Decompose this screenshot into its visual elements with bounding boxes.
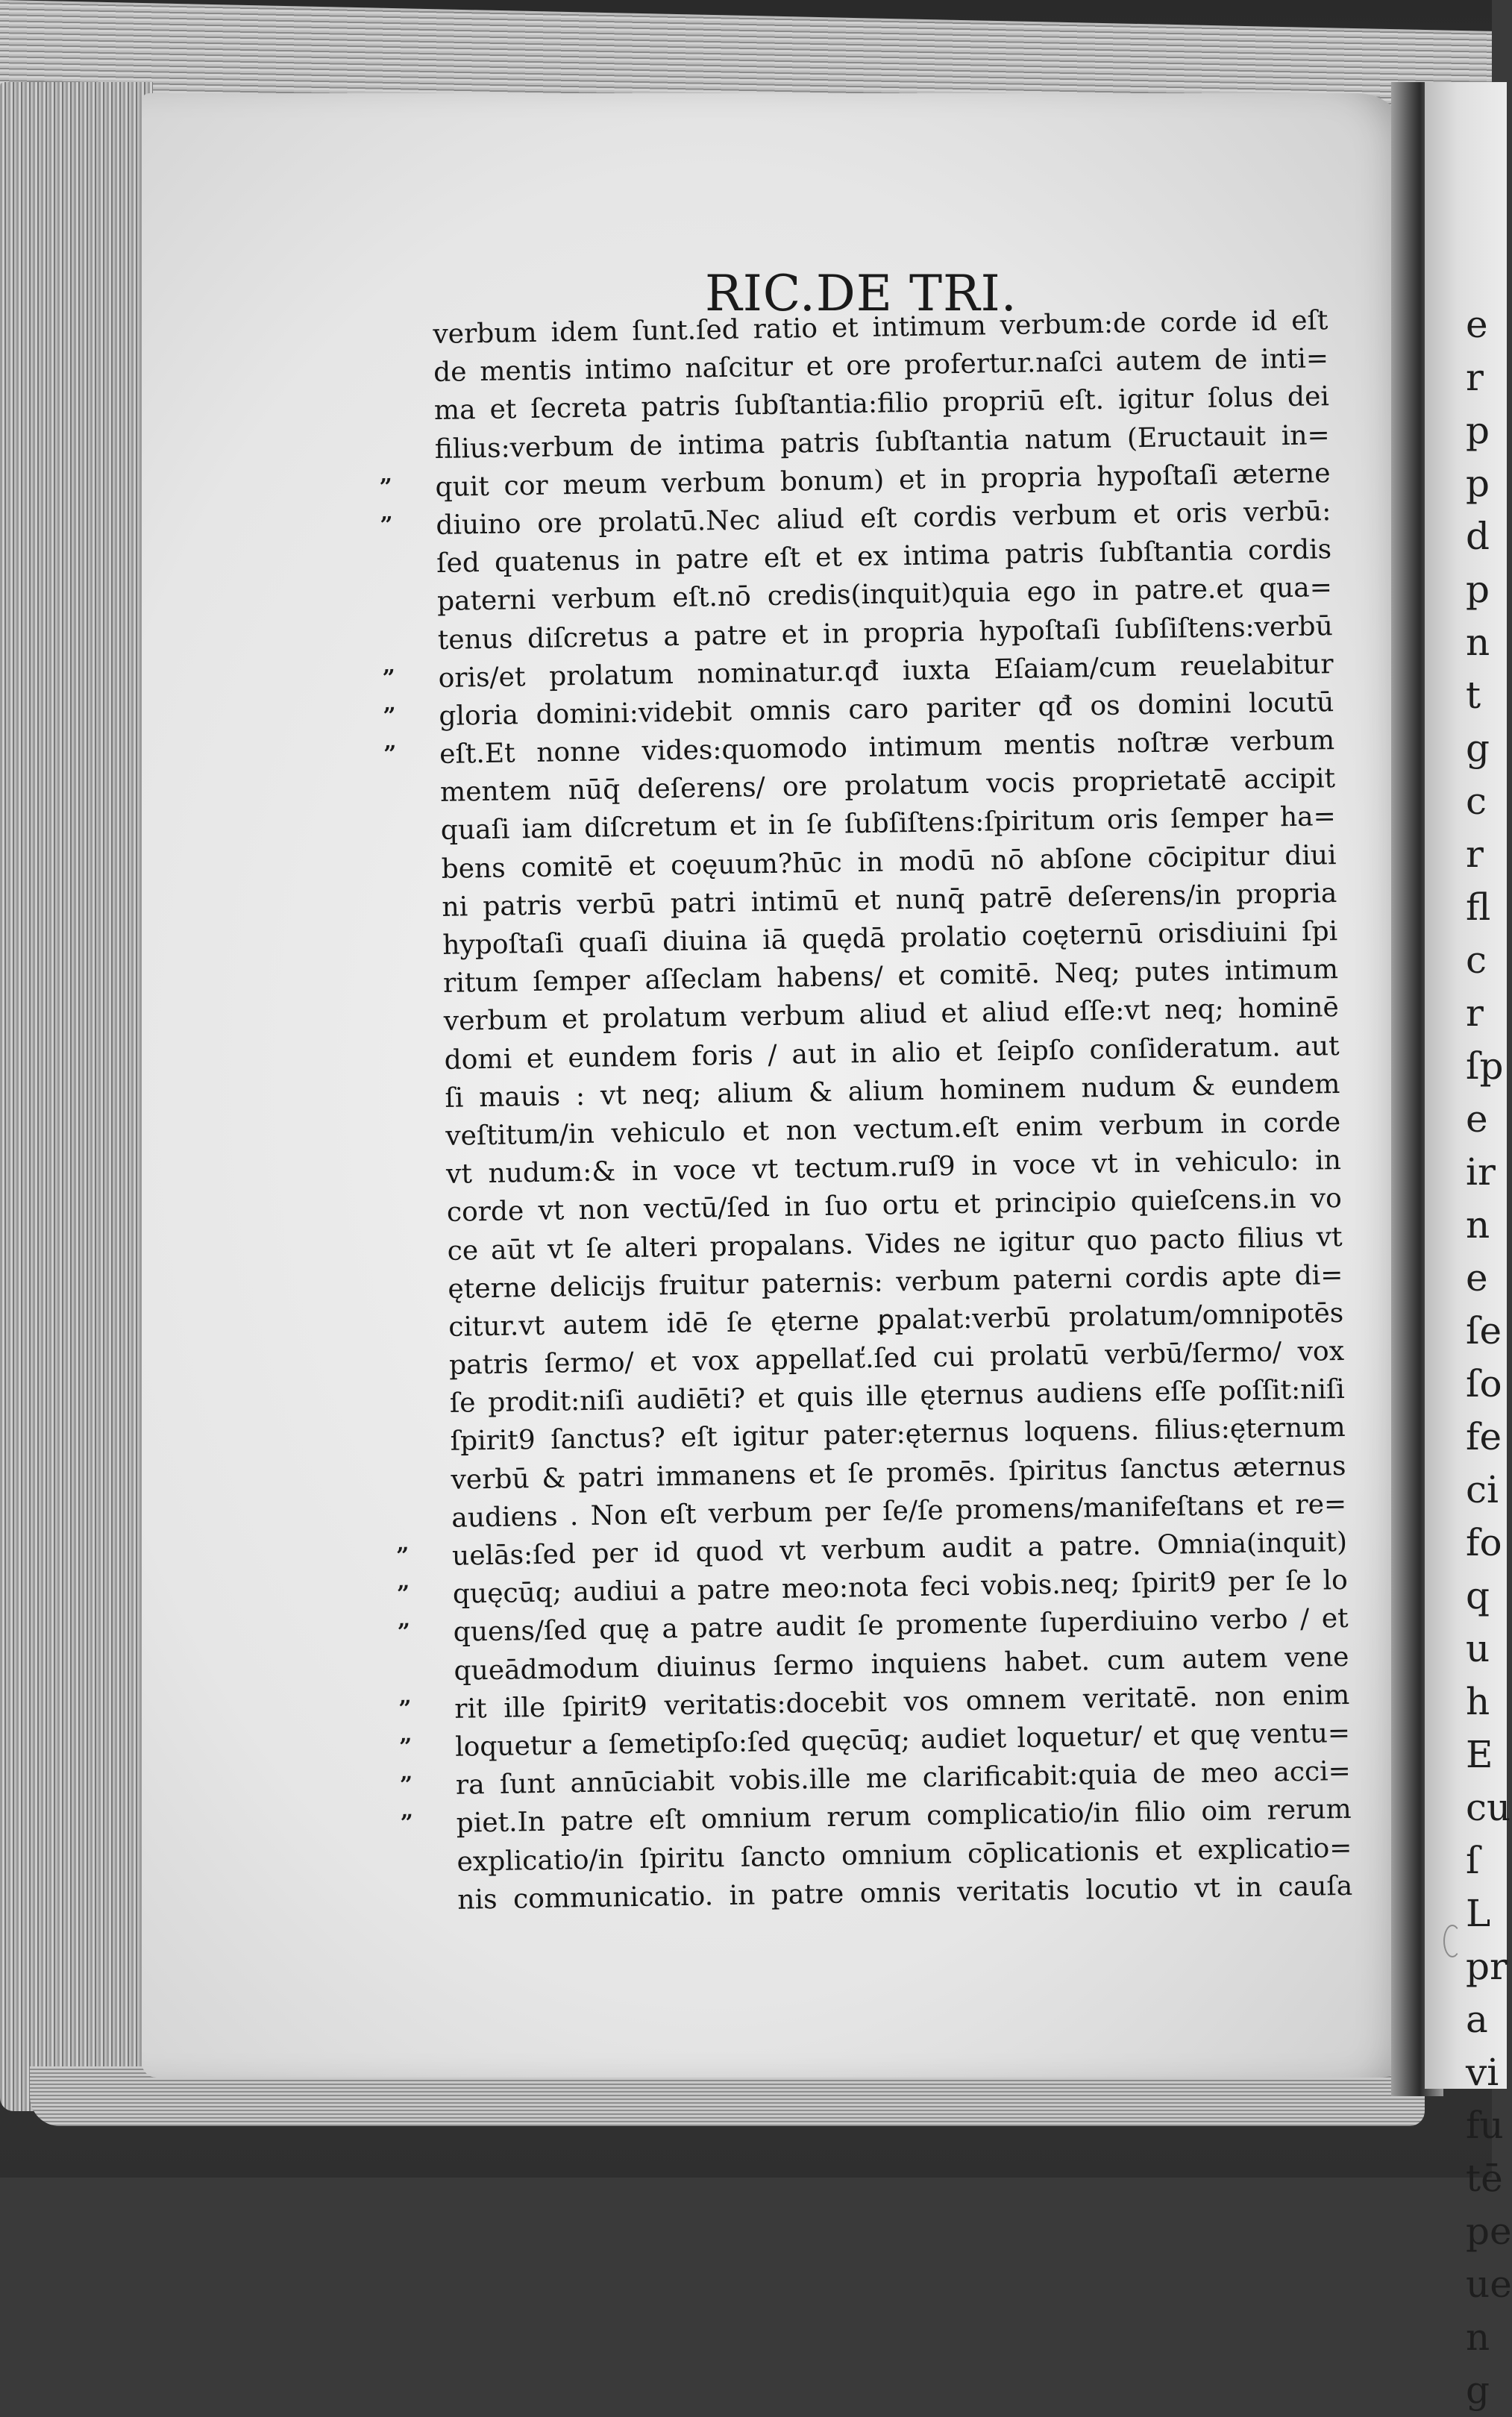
text-line: gloria domini:videbit omnis caro pariter qđ os domini locutū	[439, 686, 1334, 732]
quotation-marker: ”	[380, 512, 393, 539]
facing-page-letter: fl	[1466, 885, 1491, 929]
marker-spacer	[378, 391, 424, 430]
text-line: uelās:ſed per id quod vt verbum audit a patre. Omnia(inquit)	[451, 1526, 1348, 1572]
text-line: ſpirit9 ſanctus? eſt igitur pater:ęternus loquens. filius:ęternum	[450, 1412, 1346, 1458]
marker-spacer	[395, 1499, 441, 1537]
text-line: nis communicatio. in patre omnis veritatis locutio vt in cauſa	[457, 1870, 1353, 1916]
quotation-marker: ”	[383, 741, 397, 768]
marker-spacer	[395, 1460, 440, 1499]
facing-page-letter: d	[1466, 515, 1490, 558]
text-line: tenus diſcretus a patre et in propria hypoſtaſi ſubſiſtens:verbū	[437, 610, 1334, 656]
facing-page-letter: pe	[1466, 2210, 1512, 2253]
marker-spacer	[381, 621, 427, 659]
facing-page-letter: fe	[1466, 1415, 1502, 1458]
text-line: verbum et prolatum verbum aliud et aliud eſſe:vt neq; hominē	[443, 992, 1340, 1038]
facing-page-letter: ci	[1466, 1468, 1499, 1511]
text-line: de mentis intimo naſcitur et ore profertur.naſci autem de inti=	[433, 343, 1329, 389]
facing-page-letter: r	[1466, 833, 1484, 876]
facing-page-letter: g	[1466, 727, 1490, 770]
text-line: quit cor meum verbum bonum) et in propria hypoſtaſi æterne	[435, 457, 1331, 503]
quotation-marker: ”	[395, 1543, 410, 1570]
stacked-page-edges	[0, 82, 153, 2111]
quotation-marker: ”	[398, 1696, 412, 1722]
text-line: ritum ſemper aſſeclam habens/ et comitē. Neq; putes intimum	[442, 954, 1339, 1000]
text-line: piet.In patre eſt omnium rerum complicatio/in filio oim rerum	[456, 1794, 1352, 1840]
running-head: RIC.DE TRI.	[705, 265, 1017, 322]
facing-page-letter: c	[1466, 780, 1487, 823]
quotation-marker: ”	[398, 1734, 412, 1761]
quotation-marker: ”	[382, 665, 396, 692]
text-line: ce aūt vt ſe alteri propalans. Vides ne igitur quo pacto filius vt	[447, 1221, 1343, 1267]
text-line: verbum idem ſunt.ſed ratio et intimum verbum:de corde id eſt	[433, 305, 1329, 350]
text-line: mentem nūq̄ deſerens/ ore prolatum vocis proprietatē accipit	[439, 763, 1336, 809]
facing-page-letter: n	[1466, 2316, 1490, 2359]
facing-page-letter: vi	[1466, 2051, 1499, 2094]
facing-page-letter: n	[1466, 1203, 1490, 1247]
text-line: corde vt non vectū/ſed in ſuo ortu et principio quieſcens.in vo	[446, 1183, 1343, 1229]
text-line: citur.vt autem idē ſe ęterne ꝑpalat:verbū prolatum/omnipotēs	[448, 1297, 1344, 1343]
facing-page-letter: ue	[1466, 2263, 1512, 2306]
marker-spacer	[394, 1384, 439, 1423]
facing-page-letter: L	[1466, 1892, 1491, 1935]
text-line: explicatio/in ſpiritu ſancto omnium cōplicationis et explicatio=	[457, 1832, 1352, 1878]
facing-page-letter: p	[1466, 462, 1490, 505]
main-text-block	[433, 301, 1353, 1919]
facing-page-letter: r	[1466, 356, 1484, 399]
text-line: rit ille ſpirit9 veritatis:docebit vos omnem veritatē. non enim	[454, 1679, 1350, 1725]
facing-page-letter: p	[1466, 568, 1490, 611]
marker-spacer	[401, 1842, 446, 1881]
facing-page-letter: e	[1466, 1256, 1488, 1300]
marker-spacer	[381, 582, 427, 621]
marker-spacer	[393, 1346, 439, 1385]
marker-spacer	[386, 888, 431, 927]
text-line: loquetur a ſemetipſo:ſed quęcūq; audiet loquetur/ et quę ventu=	[454, 1717, 1351, 1763]
text-line: veſtitum/in vehiculo et non vectum.eſt enim verbum in corde	[445, 1106, 1341, 1152]
text-line: verbū & patri immanens et ſe promēs. ſpiritus ſanctus æternus	[451, 1450, 1346, 1496]
marker-spacer	[392, 1270, 437, 1308]
text-line: domi et eundem foris / aut in alio et ſeipſo conſideratum. aut	[444, 1030, 1340, 1076]
facing-page-letter: ſe	[1466, 1309, 1502, 1352]
marker-spacer	[384, 811, 430, 850]
text-line: eſt.Et nonne vides:quomodo intimum mentis noſtræ verbum	[439, 725, 1335, 770]
facing-page-letter: ſp	[1466, 1044, 1504, 1088]
quotation-marker: ”	[397, 1619, 411, 1646]
quotation-marker: ”	[396, 1581, 410, 1608]
text-line: bens comitē et coęuum?hūc in modū nō abſone cōcipitur diui	[441, 839, 1337, 885]
facing-page-letter: q	[1466, 1574, 1490, 1617]
marker-spacer	[390, 1193, 436, 1232]
text-line: quęcūq; audiui a patre meo:nota feci vobis.neq; ſpirit9 per ſe lo	[452, 1565, 1349, 1610]
text-line: ma et ſecreta patris ſubſtantia:filio propriū eſt. igitur ſolus dei	[433, 381, 1330, 427]
marker-spacer	[389, 1117, 435, 1156]
marker-spacer	[378, 430, 424, 468]
quotation-marker: ”	[379, 474, 393, 501]
marker-spacer	[384, 773, 430, 812]
marker-spacer	[377, 315, 422, 354]
quotation-marker: ”	[400, 1810, 414, 1837]
marker-spacer	[394, 1422, 439, 1461]
facing-page-letter: cu	[1466, 1786, 1511, 1829]
text-line: ſe prodit:niſi audiēti? et quis ille ęternus audiens eſſe poſſit:niſi	[449, 1374, 1346, 1420]
text-line: hypoſtaſi quaſi diuina iā quędā prolatio coęternū orisdiuini ſpi	[442, 916, 1338, 961]
quotation-marker: ”	[399, 1772, 413, 1799]
facing-page-letter: a	[1466, 1998, 1488, 2041]
facing-page-letter: p	[1466, 409, 1490, 452]
marker-spacer	[392, 1308, 438, 1347]
marker-spacer	[377, 353, 423, 392]
facing-page-letter: ir	[1466, 1150, 1496, 1194]
text-line: vt nudum:& in voce vt tectum.ruſ9 in voce vt in vehiculo: in	[445, 1145, 1342, 1190]
facing-page-letter: h	[1466, 1680, 1490, 1723]
text-line: paterni verbum eſt.nō credis(inquit)quia ego in patre.et qua=	[436, 572, 1333, 618]
marker-spacer	[401, 1880, 447, 1919]
marker-spacer	[386, 926, 432, 965]
text-line: quaſi iam diſcretum et in ſe ſubſiſtens:ſpiritum oris ſemper ha=	[440, 801, 1337, 847]
text-line: ſi mauis : vt neq; alium & alium hominem nudum & eundem	[445, 1068, 1340, 1114]
text-line: filius:verbum de intima patris ſubſtantia natum (Eructauit in=	[434, 419, 1330, 465]
facing-page-letter: ſo	[1466, 1362, 1502, 1405]
text-line: ſed quatenus in patre eſt et ex intima patris ſubſtantia cordis	[436, 534, 1332, 580]
marker-spacer	[387, 1002, 433, 1041]
text-line: ęterne delicijs fruitur paternis: verbum paterni cordis apte di=	[448, 1259, 1343, 1305]
facing-page-letter: e	[1466, 1097, 1488, 1141]
text-line: ni patris verbū patri intimū et nunq̄ patrē deſerens/in propria	[442, 877, 1337, 923]
facing-page-letter: t	[1466, 674, 1481, 717]
facing-page-letter: fu	[1466, 2104, 1504, 2147]
page-smudge	[1443, 1925, 1461, 1957]
facing-page-letter: ſ	[1466, 1839, 1480, 1882]
text-line: patris ſermo/ et vox appellať.ſed cui prolatū verbū/ſermo/ vox	[448, 1336, 1345, 1381]
marker-spacer	[387, 964, 433, 1003]
text-line: queādmodum diuinus ſermo inquiens habet. cum autem vene	[454, 1641, 1349, 1687]
text-line: diuino ore prolatū.Nec aliud eſt cordis verbum et oris verbū:	[436, 496, 1331, 541]
facing-page-letter: pr	[1466, 1945, 1508, 1988]
marker-spacer	[389, 1079, 434, 1117]
facing-page-letter: n	[1466, 621, 1490, 664]
facing-page-letter: r	[1466, 991, 1484, 1035]
marker-spacer	[390, 1155, 436, 1194]
facing-page-letter: E	[1466, 1733, 1493, 1776]
marker-spacer	[398, 1651, 443, 1690]
facing-page-letter: u	[1466, 1627, 1490, 1670]
quotation-marker: ”	[383, 703, 396, 730]
facing-page-letter: fo	[1466, 1521, 1502, 1564]
text-line: audiens . Non eſt verbum per ſe/ſe promens/manifeſtans et re=	[451, 1488, 1347, 1534]
marker-spacer	[380, 544, 426, 583]
marker-spacer	[388, 1041, 433, 1079]
facing-page-letter: c	[1466, 938, 1487, 982]
text-line: oris/et prolatum nominatur.qđ iuxta Eſaiam/cum reuelabitur	[438, 648, 1334, 694]
facing-page-fragments	[1466, 298, 1512, 2417]
facing-page-letter: tē	[1466, 2157, 1503, 2200]
facing-page-letter: e	[1466, 303, 1488, 346]
text-line: ra ſunt annūciabit vobis.ille me clarificabit:quia de meo acci=	[455, 1756, 1352, 1801]
text-line: quens/ſed quę a patre audit ſe promente ſuperdiuino verbo / et	[453, 1603, 1349, 1649]
marker-spacer	[391, 1231, 436, 1270]
facing-page-letter: g	[1466, 2369, 1490, 2412]
marker-spacer	[385, 850, 430, 888]
